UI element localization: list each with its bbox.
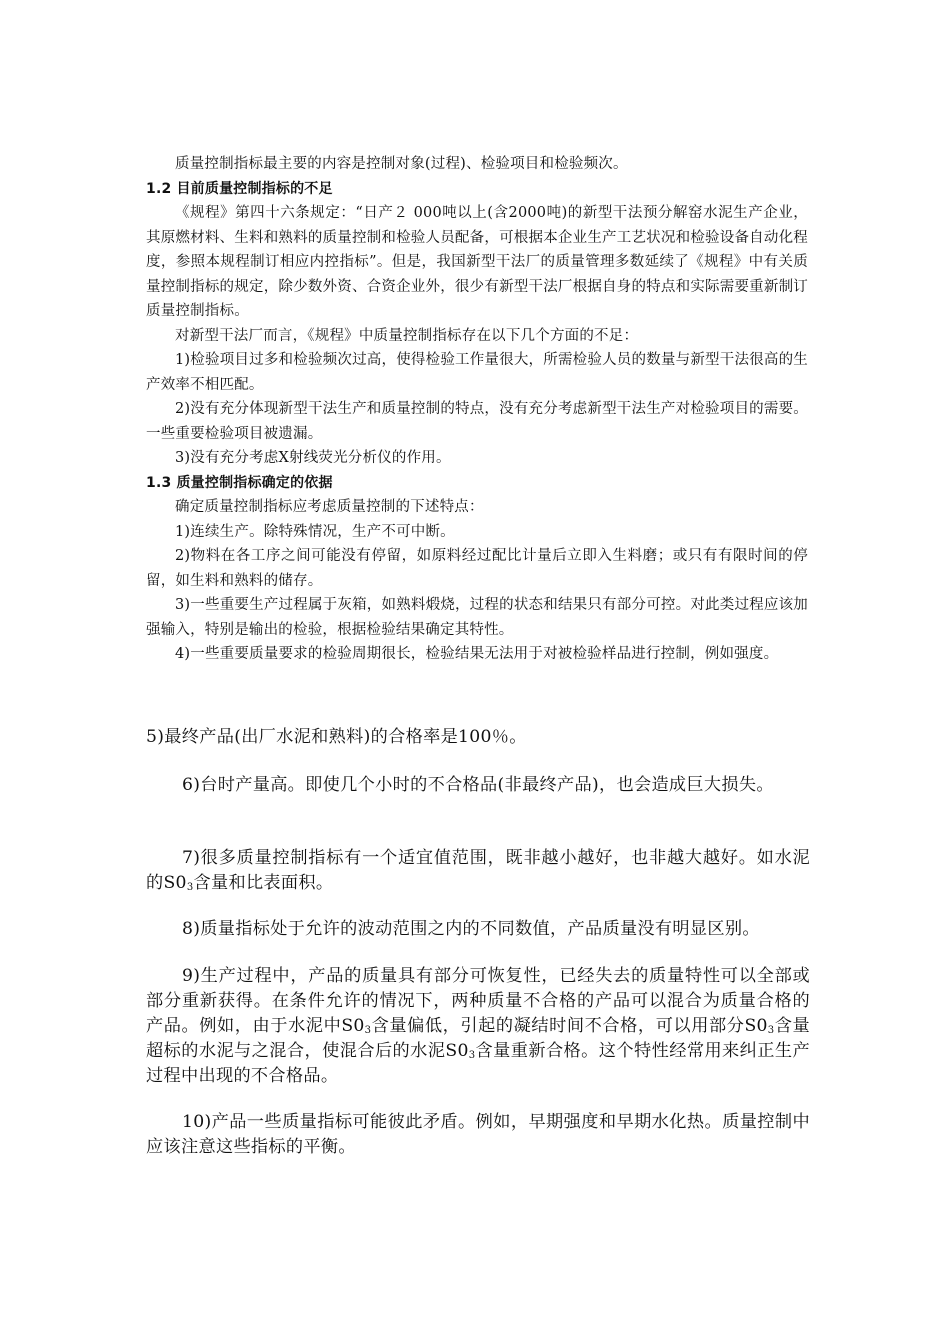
section-1-2-item-2: 2)没有充分体现新型干法生产和质量控制的特点，没有充分考虑新型干法生产对检验项目的需要。一些重要检验项目被遗漏。 [146,401,808,442]
item-10 [146,1110,810,1160]
item-9-text: 9)生产过程中，产品的质量具有部分可恢复性，已经失去的质量特性可以全部或部分重新获得。在条件允许的情况下，两种质量不合格的产品可以混合为质量合格的产品。例如，由于水泥中$S0_3$含量偏低，引起的凝结时间不合格，可以用部分$S0_3$含量超标的水泥与之混合，使混合后的水泥$S0_3$含量重新合格。这个特性经常用来纠正生产过程中出现的不合格品。 [146,966,810,1086]
item-8 [146,917,810,942]
item-8-text: 8)质量指标处于允许的波动范围之内的不同数值，产品质量没有明显区别。 [182,919,760,939]
section-1-3-heading: 1.3 质量控制指标确定的依据 [146,474,333,491]
item-6-text: 6)台时产量高。即使几个小时的不合格品(非最终产品)，也会造成巨大损失。 [182,775,774,795]
item-5 [146,725,810,750]
item-5-text: 5)最终产品(出厂水泥和熟料)的合格率是100％。 [146,727,527,747]
section-1-1-tail: 质量控制指标最主要的内容是控制对象(过程)、检验项目和检验频次。 [175,156,628,172]
item-6 [146,773,810,798]
section-1-3-item-1: 1)连续生产。除特殊情况，生产不可中断。 [175,523,455,540]
section-1-3-intro: 确定质量控制指标应考虑质量控制的下述特点： [175,499,484,515]
section-1-2-item-3: 3)没有充分考虑X射线荧光分析仪的作用。 [175,450,451,466]
section-1-2-heading: 1.2 目前质量控制指标的不足 [146,180,333,197]
section-1-2-para-1: 《规程》第四十六条规定：“日产２ 000吨以上(含2000吨)的新型干法预分解窑水泥生产企业，其原燃材料、生料和熟料的质量控制和检验人员配备，可根据本企业生产工艺状况和检验设备自动化程度，参照本规程制订相应内控指标”。但是，我国新型干法厂的质量管理多数延续了《规程》中有关质量控制指标的规定，除少数外资、合资企业外，很少有新型干法厂根据自身的特点和实际需要重新制订质量控制指标。 [146,205,808,319]
item-7-text: 7)很多质量控制指标有一个适宜值范围，既非越小越好，也非越大越好。如水泥的$S0_3$含量和比表面积。 [146,848,810,893]
item-7 [146,846,810,896]
section-1-2-item-1: 1)检验项目过多和检验频次过高，使得检验工作量很大，所需检验人员的数量与新型干法很高的生产效率不相匹配。 [146,352,808,393]
item-9 [146,964,810,1089]
item-10-text: 10)产品一些质量指标可能彼此矛盾。例如，早期强度和早期水化热。质量控制中应该注意这些指标的平衡。 [146,1112,810,1157]
section-1-3-item-3: 3)一些重要生产过程属于灰箱，如熟料煅烧，过程的状态和结果只有部分可控。对此类过程应该加强输入，特别是输出的检验，根据检验结果确定其特性。 [146,597,808,638]
section-1-3-item-4: 4)一些重要质量要求的检验周期很长，检验结果无法用于对被检验样品进行控制，例如强度。 [175,646,779,662]
upper-text-block [146,152,808,667]
section-1-3-item-2: 2)物料在各工序之间可能没有停留，如原料经过配比计量后立即入生料磨；或只有有限时间的停留，如生料和熟料的储存。 [146,548,808,589]
section-1-2-para-2: 对新型干法厂而言，《规程》中质量控制指标存在以下几个方面的不足： [175,327,639,344]
